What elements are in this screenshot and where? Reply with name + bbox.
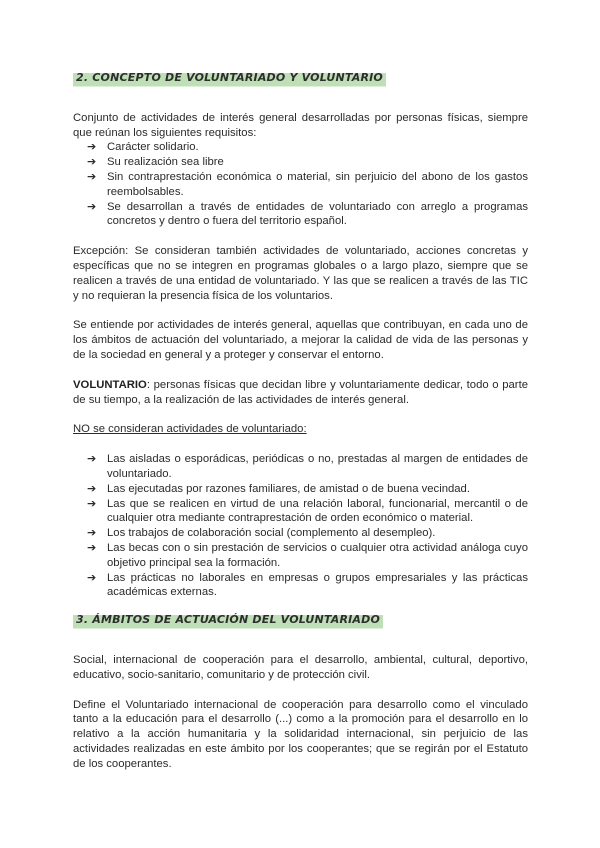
arrow-icon: ➔	[87, 155, 97, 169]
section-3-heading: 3. ÁMBITOS DE ACTUACIÓN DEL VOLUNTARIADO	[73, 612, 383, 629]
not-considered-title: NO se consideran actividades de voluntariado:	[73, 423, 307, 436]
list-item: ➔ Los trabajos de colaboración social (complemento al desempleo).	[87, 526, 436, 540]
arrow-icon: ➔	[87, 496, 97, 510]
list-item: ➔ Las prácticas no laborales en empresas o grupos empresariales y las prácticas académicas externas.	[87, 570, 528, 599]
general-interest-paragraph: Se entiende por actividades de interés general, aquellas que contribuyan, en cada uno de los ámbitos de actuación del voluntariado, a mejorar la calidad de vida de las personas y de la sociedad en general y a proteger y conservar el entorno.	[73, 319, 528, 361]
list-item: ➔ Las que se realicen en virtud de una relación laboral, funcionarial, mercantil o de cualquier otra mediante contraprestación de orden económico o material.	[87, 496, 528, 525]
list-item: ➔ Las becas con o sin prestación de servicios o cualquier otra actividad análoga cuyo objetivo principal sea la formación.	[87, 540, 528, 569]
section-3	[73, 612, 528, 771]
list-item: ➔ Las aisladas o esporádicas, periódicas o no, prestadas al margen de entidades de voluntariado.	[87, 452, 528, 480]
arrow-icon: ➔	[87, 140, 97, 154]
exception-paragraph: Excepción: Se consideran también actividades de voluntariado, acciones concretas y específicas que no se integren en programas globales o a largo plazo, siempre que se realicen a través de una entidad de voluntariado. Y las que se realicen a través de las TIC y no requieran la presencia física de los voluntarios.	[73, 245, 528, 302]
list-item: ➔ Se desarrollan a través de entidades de voluntariado con arreglo a programas concretos y dentro o fuera del territorio español.	[87, 199, 528, 228]
list-item: ➔ Su realización sea libre	[87, 155, 224, 169]
arrow-icon: ➔	[87, 169, 97, 183]
arrow-icon: ➔	[87, 452, 97, 466]
section-2	[73, 70, 528, 600]
arrow-icon: ➔	[87, 570, 97, 584]
intro-paragraph: Conjunto de actividades de interés general desarrolladas por personas físicas, siempre que reúnan los siguientes requisitos:	[73, 111, 528, 139]
list-item: ➔ Sin contraprestación económica o material, sin perjuicio del abono de los gastos reembolsables.	[87, 169, 528, 198]
international-paragraph: Define el Voluntariado internacional de cooperación para desarrollo como el vinculado tanto a la educación para el desarrollo (...) como a la promoción para el desarrollo en lo relativo a la acción humanitaria y la solidaridad internacional, sin perjuicio de las actividades realizadas en este ámbito por los cooperantes; que se regirán por el Estatuto de los cooperantes.	[73, 698, 528, 770]
arrow-icon: ➔	[87, 540, 97, 554]
areas-paragraph: Social, internacional de cooperación para el desarrollo, ambiental, cultural, deportivo, educativo, socio-sanitario, comunitario y de protección civil.	[73, 653, 528, 681]
volunteer-term: VOLUNTARIO	[73, 378, 147, 391]
not-considered-list	[73, 452, 528, 600]
volunteer-definition: VOLUNTARIO: personas físicas que decidan libre y voluntariamente dedicar, todo o parte de su tiempo, a la realización de las actividades de interés general.	[73, 378, 528, 406]
arrow-icon: ➔	[87, 481, 97, 495]
list-item: ➔ Las ejecutadas por razones familiares, de amistad o de buena vecindad.	[87, 481, 470, 495]
arrow-icon: ➔	[87, 199, 97, 213]
section-2-heading: 2. CONCEPTO DE VOLUNTARIADO Y VOLUNTARIO	[73, 70, 386, 87]
list-item: ➔ Carácter solidario.	[87, 140, 199, 154]
requirements-list	[73, 140, 528, 229]
arrow-icon: ➔	[87, 526, 97, 540]
